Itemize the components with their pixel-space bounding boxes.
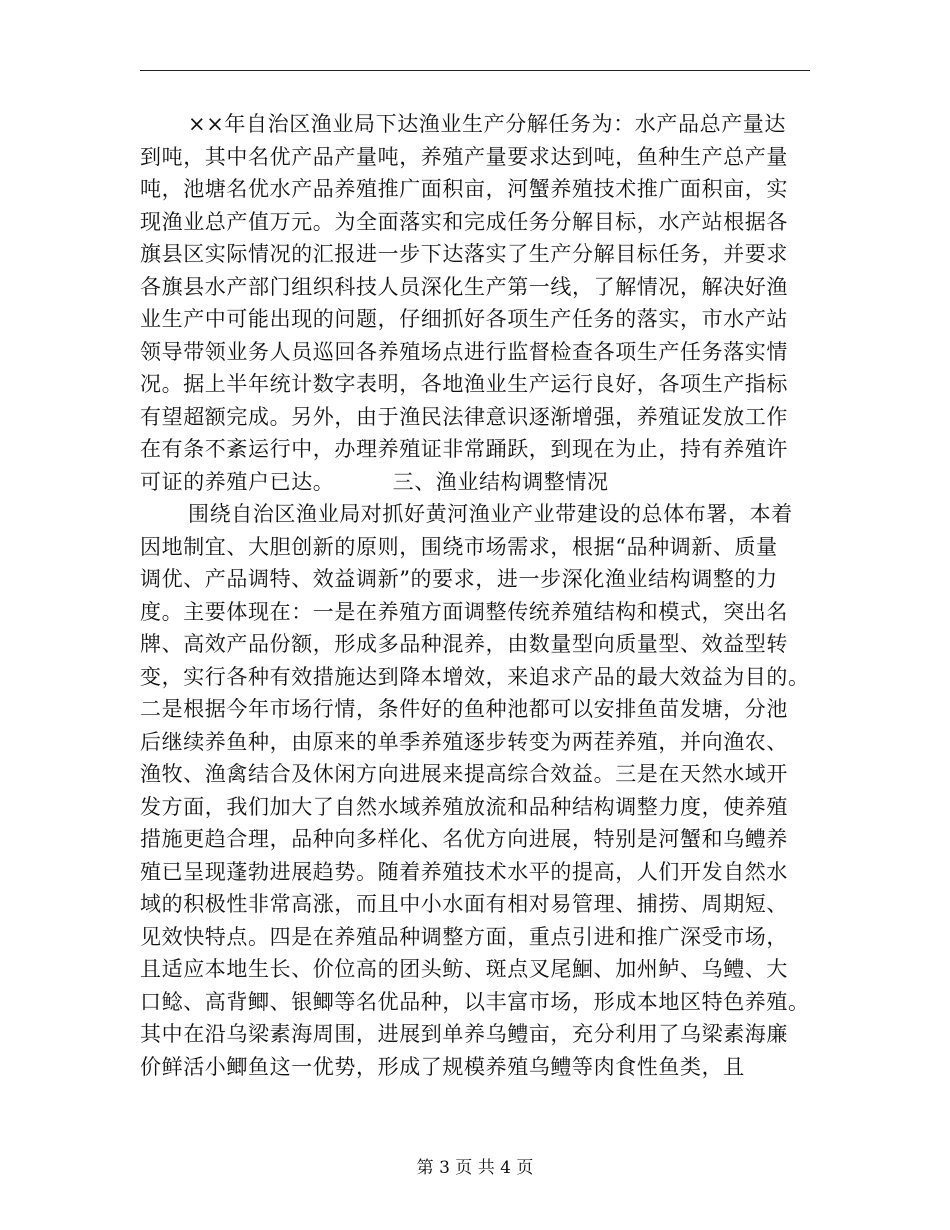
paragraph-line: 调优、产品调特、效益调新”的要求，进一步深化渔业结构调整的力 (140, 567, 778, 591)
header-rule (140, 70, 810, 71)
paragraph-line: 牌、高效产品份额，形成多品种混养，由数量型向质量型、效益型转 (140, 632, 788, 656)
paragraph-line: 到吨，其中名优产品产量吨，养殖产量要求达到吨，鱼种生产总产量 (140, 144, 788, 169)
paragraph-line: 殖已呈现蓬勃进展趋势。随着养殖技术水平的提高，人们开发自然水 (140, 859, 788, 884)
paragraph-line: ××年自治区渔业局下达渔业生产分解任务为：水产品总产量达 (188, 112, 786, 136)
paragraph-line: 各旗县水产部门组织科技人员深化生产第一线，了解情况，解决好渔 (140, 274, 788, 299)
paragraph-line: 业生产中可能出现的问题，仔细抓好各项生产任务的落实，市水产站 (140, 307, 788, 331)
section-heading-line: 可证的养殖户已达。 三、渔业结构调整情况 (140, 469, 609, 494)
paragraph-line: 旗县区实际情况的汇报进一步下达落实了生产分解目标任务，并要求 (140, 242, 788, 266)
paragraph-line: 有望超额完成。另外，由于渔民法律意识逐渐增强，养殖证发放工作 (140, 404, 788, 429)
paragraph-line: 见效快特点。四是在养殖品种调整方面，重点引进和推广深受市场， (140, 924, 788, 949)
paragraph-line: 渔牧、渔禽结合及休闲方向进展来提高综合效益。三是在天然水域开 (140, 762, 788, 786)
page-number: 第 3 页 共 4 页 (416, 1158, 534, 1178)
paragraph-line: 因地制宜、大胆创新的原则，围绕市场需求，根据“品种调新、质量 (140, 534, 778, 559)
paragraph-line: 现渔业总产值万元。为全面落实和完成任务分解目标，水产站根据各 (140, 209, 788, 234)
paragraph-line: 况。据上半年统计数字表明，各地渔业生产运行良好，各项生产指标 (140, 372, 788, 396)
paragraph-line: 吨，池塘名优水产品养殖推广面积亩，河蟹养殖技术推广面积亩，实 (140, 177, 788, 201)
paragraph-line: 二是根据今年市场行情，条件好的鱼种池都可以安排鱼苗发塘，分池 (140, 697, 788, 721)
paragraph-line: 发方面，我们加大了自然水域养殖放流和品种结构调整力度，使养殖 (140, 794, 788, 819)
paragraph-line: 措施更趋合理，品种向多样化、名优方向进展，特别是河蟹和乌鳢养 (140, 827, 788, 851)
document-body (140, 108, 812, 1083)
paragraph-line: 且适应本地生长、价位高的团头鲂、斑点叉尾鮰、加州鲈、乌鳢、大 (140, 957, 788, 981)
paragraph-line: 领导带领业务人员巡回各养殖场点进行监督检查各项生产任务落实情 (140, 339, 788, 364)
paragraph-line: 后继续养鱼种，由原来的单季养殖逐步转变为两茬养殖，并向渔农、 (140, 729, 788, 754)
paragraph-line: 其中在沿乌梁素海周围，进展到单养乌鳢亩，充分利用了乌梁素海廉 (140, 1022, 788, 1046)
paragraph-line: 度。主要体现在：一是在养殖方面调整传统养殖结构和模式，突出名 (140, 599, 788, 624)
paragraph-line: 口鲶、高背鲫、银鲫等名优品种，以丰富市场，形成本地区特色养殖。 (140, 989, 810, 1014)
paragraph-line: 在有条不紊运行中，办理养殖证非常踊跃，到现在为止，持有养殖许 (140, 437, 788, 461)
paragraph-line: 围绕自治区渔业局对抓好黄河渔业产业带建设的总体布署，本着 (188, 502, 793, 526)
paragraph-line: 域的积极性非常高涨，而且中小水面有相对易管理、捕捞、周期短、 (140, 892, 788, 916)
paragraph-line: 价鲜活小鲫鱼这一优势，形成了规模养殖乌鳢等肉食性鱼类，且 (140, 1054, 745, 1079)
paragraph-line: 变，实行各种有效措施达到降本增效，来追求产品的最大效益为目的。 (140, 664, 810, 689)
